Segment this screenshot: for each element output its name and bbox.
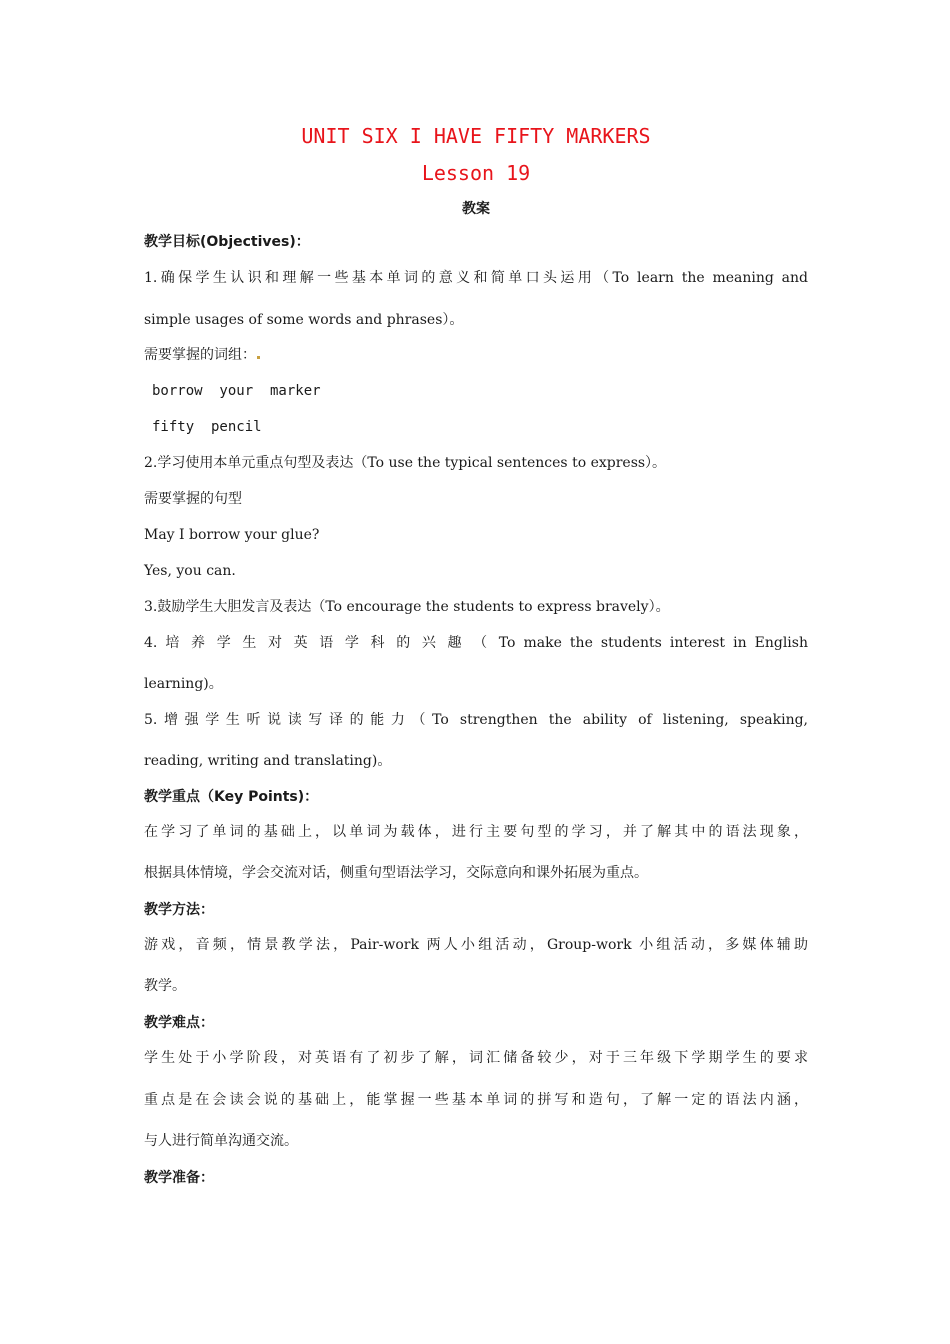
pattern-heading: 需要掌握的句型	[144, 491, 242, 507]
difficulty-heading: 教学难点：	[144, 1015, 214, 1031]
method-heading: 教学方法：	[144, 902, 214, 918]
objective-2-line-1: 2.学习使用本单元重点句型及表达（To use the typical sentences to express）。	[144, 455, 667, 471]
difficulty-line-1: 学生处于小学阶段，对英语有了初步了解，词汇储备较少，对于三年级下学期学生的要求	[144, 1050, 808, 1066]
objective-4-line-1: 4. 培 养 学 生 对 英 语 学 科 的 兴 趣 （ To make the students interest in English	[144, 635, 808, 651]
objective-4-line-2: learning)。	[144, 676, 223, 692]
pattern-answer: Yes, you can.	[144, 563, 236, 579]
objectives-heading: 教学目标(Objectives)：	[144, 234, 310, 250]
objective-1-line-1: 1.确保学生认识和理解一些基本单词的意义和简单口头运用（To learn the meaning and	[144, 270, 808, 286]
vocab-heading	[144, 345, 808, 365]
difficulty-line-2: 重点是在会读会说的基础上，能掌握一些基本单词的拼写和造句，了解一定的语法内涵，	[144, 1092, 808, 1108]
key-points-line-2: 根据具体情境，学会交流对话，侧重句型语法学习，交际意向和课外拓展为重点。	[144, 865, 648, 881]
preparation-heading: 教学准备：	[144, 1170, 214, 1186]
method-line-2: 教学。	[144, 978, 186, 994]
objective-5-line-1: 5.增强学生听说读写译的能力（To strengthen the ability of listening, speaking,	[144, 712, 808, 728]
unit-title: UNIT SIX I HAVE FIFTY MARKERS	[301, 124, 651, 148]
vocab-heading-text: 需要掌握的词组：	[144, 347, 256, 363]
vocab-line-1: borrow your marker	[152, 383, 321, 399]
pattern-question: May I borrow your glue?	[144, 527, 320, 543]
difficulty-line-3: 与人进行简单沟通交流。	[144, 1133, 298, 1149]
doc-type-label: 教案	[462, 201, 490, 217]
key-points-heading: 教学重点（Key Points)：	[144, 789, 319, 805]
objective-5-line-2: reading, writing and translating)。	[144, 753, 392, 769]
lesson-title: Lesson 19	[421, 161, 531, 185]
stray-mark	[257, 356, 260, 359]
method-line-1: 游戏，音频，情景教学法，Pair-work 两人小组活动，Group-work 小组活动，多媒体辅助	[144, 937, 808, 953]
key-points-line-1: 在学习了单词的基础上，以单词为载体，进行主要句型的学习，并了解其中的语法现象，	[144, 824, 808, 840]
vocab-line-2: fifty pencil	[152, 419, 262, 435]
objective-1-line-2: simple usages of some words and phrases）。	[144, 312, 464, 328]
objective-3-line-1: 3.鼓励学生大胆发言及表达（To encourage the students to express bravely）。	[144, 599, 670, 615]
